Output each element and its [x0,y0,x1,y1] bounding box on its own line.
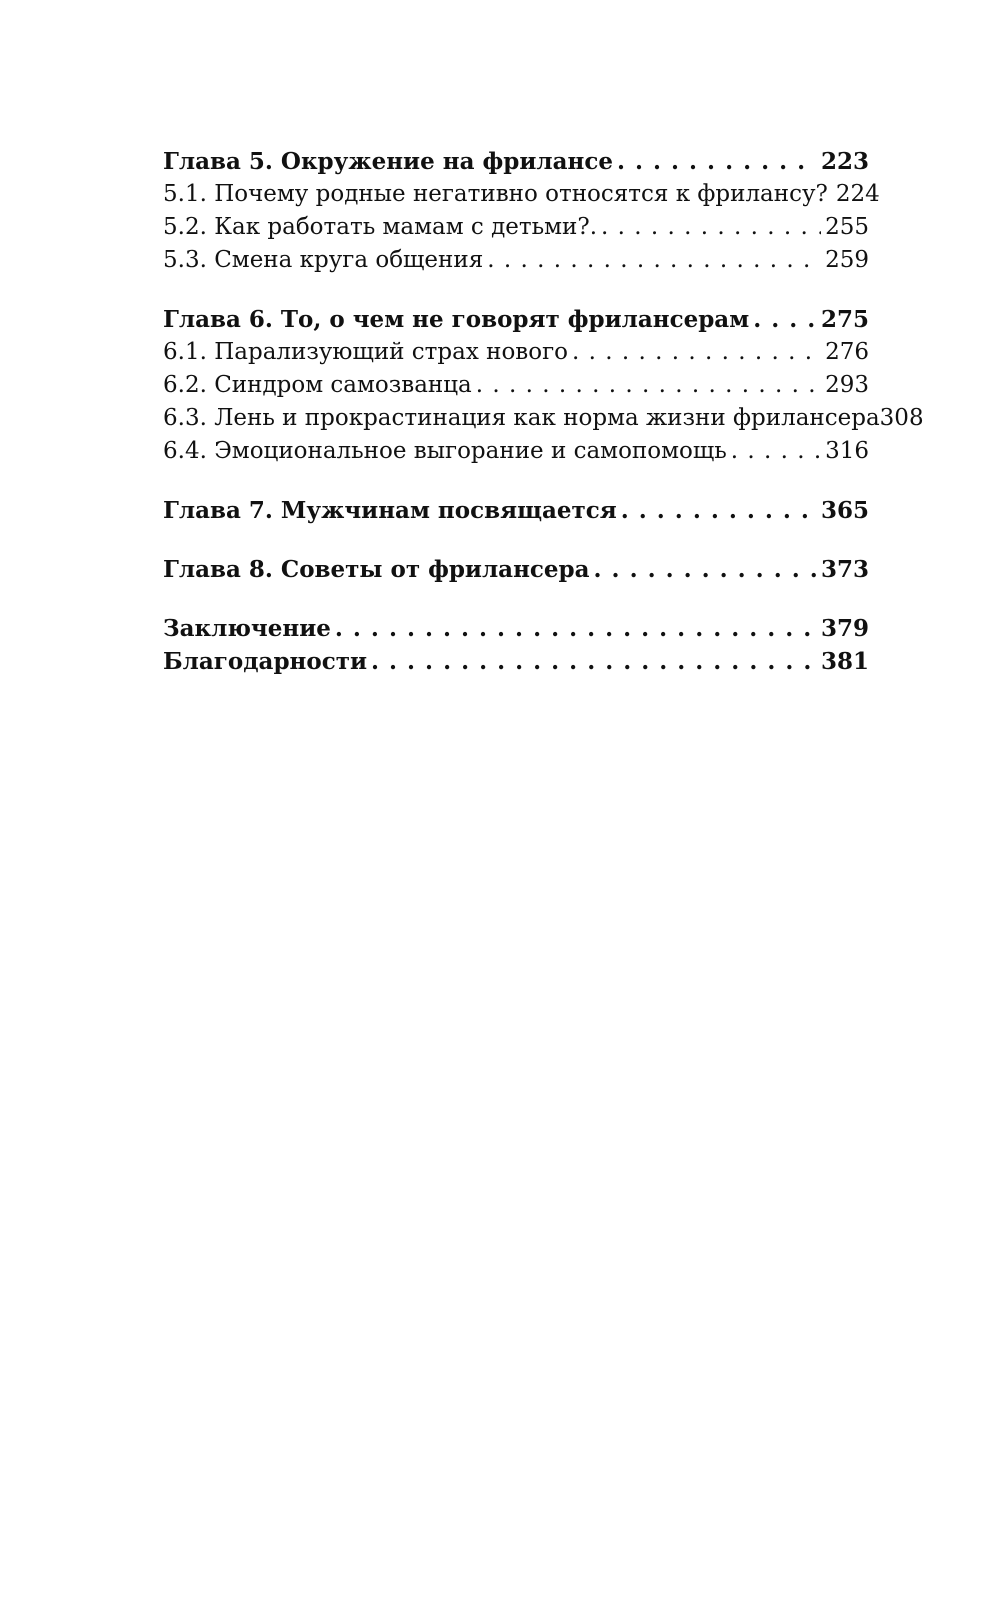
toc-entry [163,145,869,178]
dot-leader [487,244,821,277]
dot-leader [601,211,821,244]
toc-entry-page: 316 [825,438,869,464]
toc-entry-title: 6.4. Эмоциональное выгорание и самопомощь [163,438,727,464]
toc-entry-page: 379 [820,615,869,642]
toc-entry-page: 293 [825,372,869,398]
toc-entry-page: 223 [820,148,869,175]
toc-entry-page: 275 [820,306,869,333]
toc-entry-page: 224 [835,181,880,207]
toc-entry [163,435,869,468]
toc-group-closing [163,612,869,678]
dot-leader [476,369,821,402]
dot-leader [335,612,817,645]
toc-entry-title: 6.3. Лень и прокрастинация как норма жизни фрилансера [163,405,880,431]
toc-entry-page: 308 [879,405,924,431]
toc-entry-page: 276 [825,339,869,365]
dot-leader [594,553,817,586]
toc-entry-page: 365 [820,497,869,524]
toc-entry-title: Глава 5. Окружение на фрилансе [163,148,613,175]
toc-entry-title: 5.2. Как работать мамам с детьми?. [163,214,598,240]
toc-entry-title: Благодарности [163,648,368,675]
dot-leader [753,303,817,336]
toc-entry [163,402,924,435]
toc-entry-page: 373 [820,556,869,583]
toc-group-chapter-6 [163,303,924,468]
toc-group-chapter-8 [163,553,869,586]
toc-entry [163,244,869,277]
toc-entry [163,303,869,336]
toc-entry-title: 5.1. Почему родные негативно относятся к фрилансу? [163,181,828,207]
toc-entry-title: Глава 6. То, о чем не говорят фрилансерам [163,306,750,333]
toc-entry-title: Глава 8. Советы от фрилансера [163,556,590,583]
toc-entry [163,178,880,211]
dot-leader [731,435,821,468]
dot-leader [621,494,817,527]
toc-entry-page: 255 [825,214,869,240]
toc-entry [163,645,869,678]
toc-entry-title: 5.3. Смена круга общения [163,247,484,273]
toc-group-chapter-7 [163,494,869,527]
dot-leader [572,336,821,369]
table-of-contents [163,145,924,704]
toc-entry-page: 381 [820,648,869,675]
toc-group-chapter-5 [163,145,880,277]
toc-entry-title: 6.2. Синдром самозванца [163,372,472,398]
dot-leader [371,645,817,678]
toc-entry [163,612,869,645]
toc-entry-title: 6.1. Парализующий страх нового [163,339,568,365]
toc-entry-page: 259 [825,247,869,273]
toc-entry [163,553,869,586]
toc-entry-title: Глава 7. Мужчинам посвящается [163,497,617,524]
toc-entry [163,494,869,527]
dot-leader [617,145,817,178]
toc-entry [163,369,869,402]
toc-entry [163,336,869,369]
toc-entry [163,211,869,244]
toc-entry-title: Заключение [163,615,331,642]
